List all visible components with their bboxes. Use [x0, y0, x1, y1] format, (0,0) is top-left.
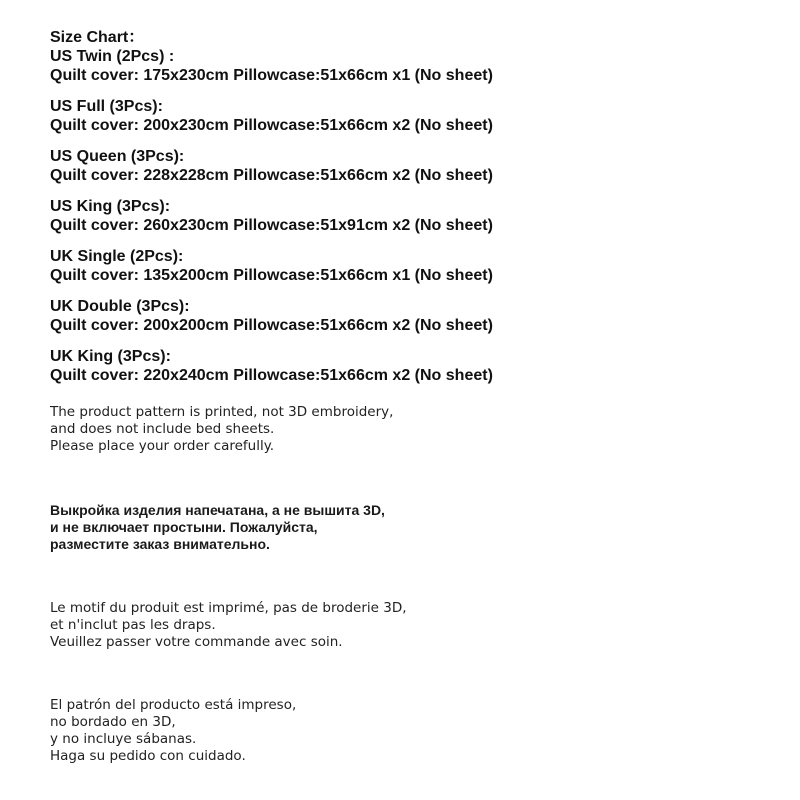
note-line: The product pattern is printed, not 3D embroidery, — [50, 404, 394, 420]
size-entry-heading: US Twin (2Pcs) : — [50, 48, 175, 65]
note-line: et n'inclut pas les draps. — [50, 617, 216, 633]
size-entry-heading: US Queen (3Pcs): — [50, 148, 185, 165]
size-chart — [50, 28, 770, 397]
note-french — [50, 600, 770, 651]
note-spanish — [50, 697, 770, 765]
note-line: El patrón del producto está impreso, — [50, 697, 297, 713]
size-entry-heading: US King (3Pcs): — [50, 198, 171, 215]
size-entry-heading: UK King (3Pcs): — [50, 348, 171, 365]
size-entry-detail: Quilt cover: 260x230cm Pillowcase:51x91cm x2 (No sheet) — [50, 217, 493, 234]
size-entry-detail: Quilt cover: 175x230cm Pillowcase:51x66cm x1 (No sheet) — [50, 67, 493, 84]
size-entry-us-full — [50, 97, 770, 135]
size-entry-us-king — [50, 197, 770, 235]
note-line: разместите заказ внимательно. — [50, 536, 270, 552]
note-line: и не включает простыни. Пожалуйста, — [50, 519, 318, 535]
size-entry-uk-double — [50, 297, 770, 335]
note-line: y no incluye sábanas. — [50, 731, 197, 747]
size-entry-detail: Quilt cover: 200x200cm Pillowcase:51x66cm x2 (No sheet) — [50, 317, 493, 334]
size-entry-detail: Quilt cover: 220x240cm Pillowcase:51x66cm x2 (No sheet) — [50, 367, 493, 384]
size-entry-uk-single — [50, 247, 770, 285]
size-entry-detail: Quilt cover: 228x228cm Pillowcase:51x66cm x2 (No sheet) — [50, 167, 493, 184]
note-line: Please place your order carefully. — [50, 438, 275, 454]
note-line: no bordado en 3D, — [50, 714, 176, 730]
note-line: Выкройка изделия напечатана, а не вышита 3D, — [50, 502, 385, 518]
note-english — [50, 404, 770, 455]
size-entry-us-queen — [50, 147, 770, 185]
note-line: Le motif du produit est imprimé, pas de broderie 3D, — [50, 600, 407, 616]
note-line: Haga su pedido con cuidado. — [50, 748, 246, 764]
size-entry-detail: Quilt cover: 200x230cm Pillowcase:51x66cm x2 (No sheet) — [50, 117, 493, 134]
note-line: Veuillez passer votre commande avec soin. — [50, 634, 343, 650]
note-russian — [50, 502, 770, 553]
size-entry-heading: UK Double (3Pcs): — [50, 298, 190, 315]
size-entry-heading: US Full (3Pcs): — [50, 98, 163, 115]
size-chart-title: Size Chart： — [50, 29, 145, 46]
size-entry-us-twin — [50, 47, 770, 85]
size-entry-detail: Quilt cover: 135x200cm Pillowcase:51x66cm x1 (No sheet) — [50, 267, 493, 284]
size-entry-uk-king — [50, 347, 770, 385]
note-line: and does not include bed sheets. — [50, 421, 275, 437]
size-entry-heading: UK Single (2Pcs): — [50, 248, 184, 265]
